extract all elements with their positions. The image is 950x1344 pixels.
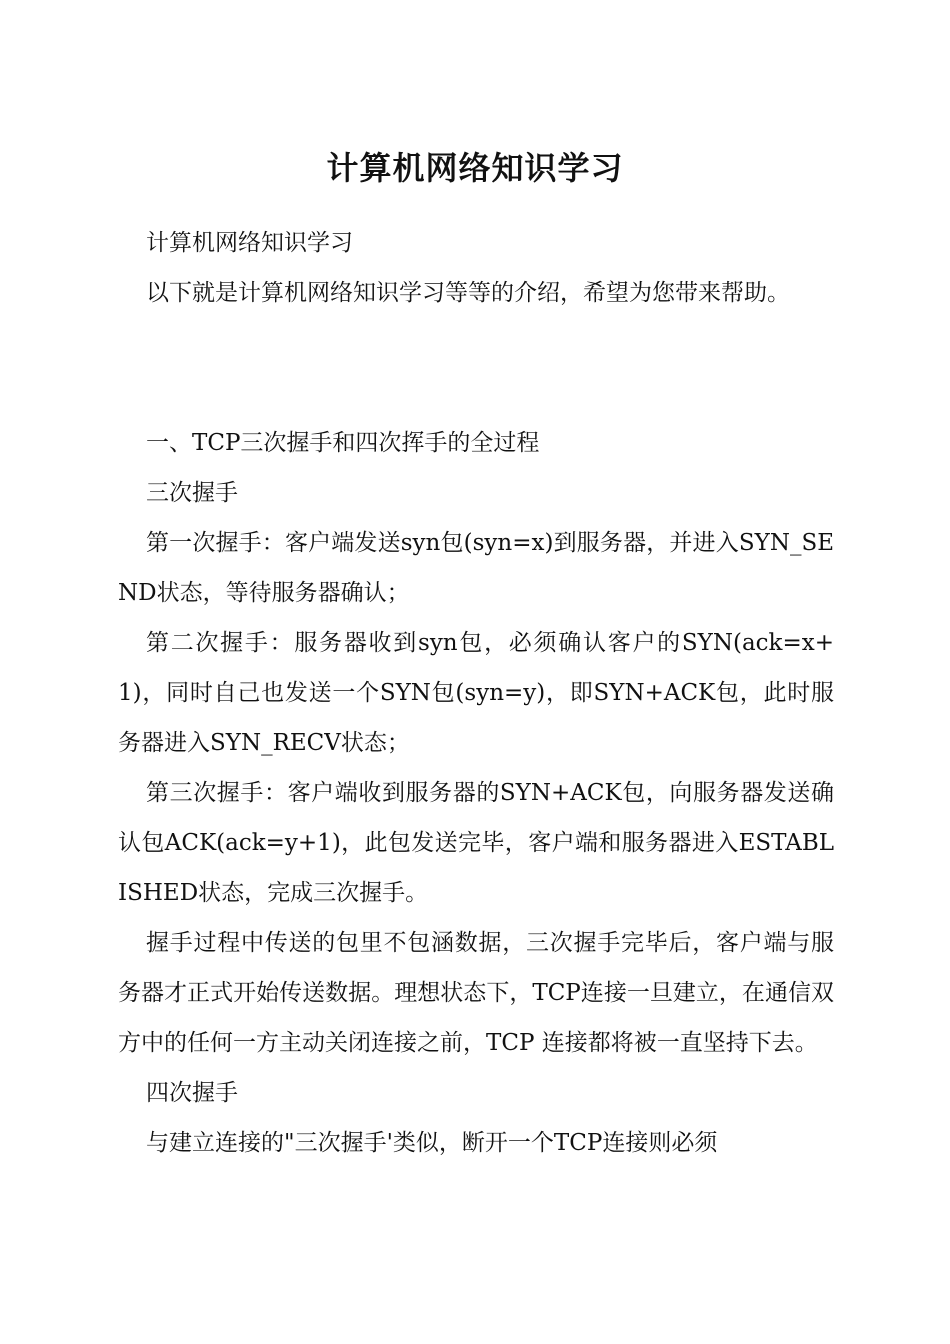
paragraph-subtitle: 计算机网络知识学习 [146,230,353,256]
paragraph-third-handshake: 第三次握手：客户端收到服务器的SYN+ACK包，向服务器发送确认包ACK(ack=y+1)，此包发送完毕，客户端和服务器进入ESTABLISHED状态，完成三次握手。 [118,780,834,906]
paragraph-four-way-intro: 与建立连接的"三次握手'类似，断开一个TCP连接则必须 [146,1130,718,1156]
paragraph-handshake-summary: 握手过程中传送的包里不包涵数据，三次握手完毕后，客户端与服务器才正式开始传送数据。理想状态下，TCP连接一旦建立，在通信双方中的任何一方主动关闭连接之前，TCP 连接都将被一直坚持下去。 [118,930,834,1056]
paragraph-first-handshake: 第一次握手：客户端发送syn包(syn=x)到服务器，并进入SYN_SEND状态，等待服务器确认； [118,530,834,606]
paragraph-second-handshake: 第二次握手：服务器收到syn包，必须确认客户的SYN(ack=x+1)，同时自己也发送一个SYN包(syn=y)，即SYN+ACK包，此时服务器进入SYN_RECV状态； [118,630,834,756]
page-title: 计算机网络知识学习 [326,149,624,187]
paragraph-intro: 以下就是计算机网络知识学习等等的介绍，希望为您带来帮助。 [146,280,790,306]
document-body [118,218,834,1168]
subheading-four-way: 四次握手 [146,1080,238,1106]
section-heading: 一、TCP三次握手和四次挥手的全过程 [146,430,540,456]
subheading-three-way: 三次握手 [146,480,238,506]
